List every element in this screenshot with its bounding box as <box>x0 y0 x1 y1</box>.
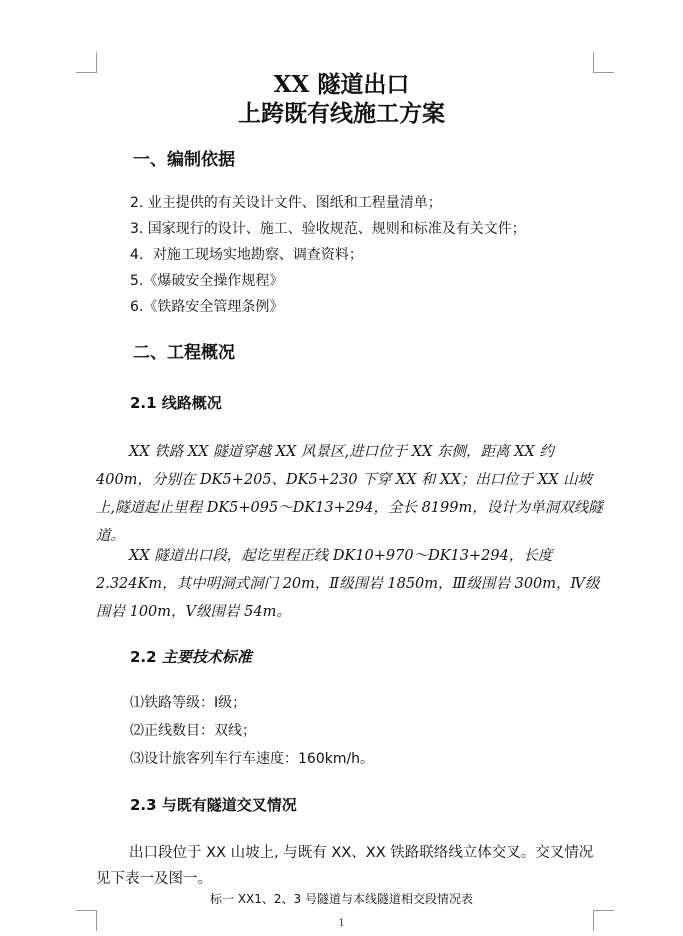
list-item: 5.《爆破安全操作规程》 <box>130 273 284 289</box>
section2-heading: 二、工程概况 <box>133 343 235 363</box>
document-title-line2: 上跨既有线施工方案 <box>238 100 445 127</box>
document-title-line1: XX 隧道出口 <box>273 71 410 98</box>
list-item: 6.《铁路安全管理条例》 <box>130 299 284 315</box>
subsection-2-1-heading: 2.1 线路概况 <box>130 394 222 412</box>
list-item: ⑶设计旅客列车行车速度：160km/h。 <box>130 751 375 767</box>
section1-heading: 一、编制依据 <box>133 150 235 170</box>
list-item: ⑵正线数目：双线； <box>130 723 256 739</box>
paragraph-line-overview: XX 铁路 XX 隧道穿越 XX 风景区,进口位于 XX 东侧，距离 XX 约 400m，分别在 DK5+205、DK5+230 下穿 XX 和 XX；出口位于 XX 山坡上,隧道起止里程 DK5+095～DK13+294，全长 8199m，设计为单洞双线隧道。 <box>96 444 603 544</box>
list-item: ⑴铁路等级：Ⅰ级； <box>130 695 247 711</box>
list-item: 3. 国家现行的设计、施工、验收规范、规则和标准及有关文件； <box>130 221 526 237</box>
list-item: 2. 业主提供的有关设计文件、图纸和工程量清单； <box>130 195 442 211</box>
list-item: 4．对施工现场实地勘察、调查资料； <box>130 247 363 263</box>
subsection-2-2-number: 2.2 <box>130 648 157 666</box>
paragraph-tunnel-exit: XX 隧道出口段，起讫里程正线 DK10+970～DK13+294，长度 2.324Km，其中明洞式洞门 20m，Ⅱ级围岩 1850m，Ⅲ级围岩 300m，Ⅳ级围岩 100m，Ⅴ级围岩 54m。 <box>96 548 600 620</box>
subsection-2-2-heading <box>130 646 252 667</box>
table-caption: 标一 XX1、2、3 号隧道与本线隧道相交段情况表 <box>210 892 473 906</box>
subsection-2-3-heading: 2.3 与既有隧道交叉情况 <box>130 796 297 814</box>
page-number: 1 <box>338 918 345 929</box>
paragraph-crossing: 出口段位于 XX 山坡上, 与既有 XX、XX 铁路联络线立体交叉。交叉情况见下表一及图一。 <box>96 845 594 887</box>
subsection-2-2-title: 主要技术标准 <box>161 648 252 666</box>
